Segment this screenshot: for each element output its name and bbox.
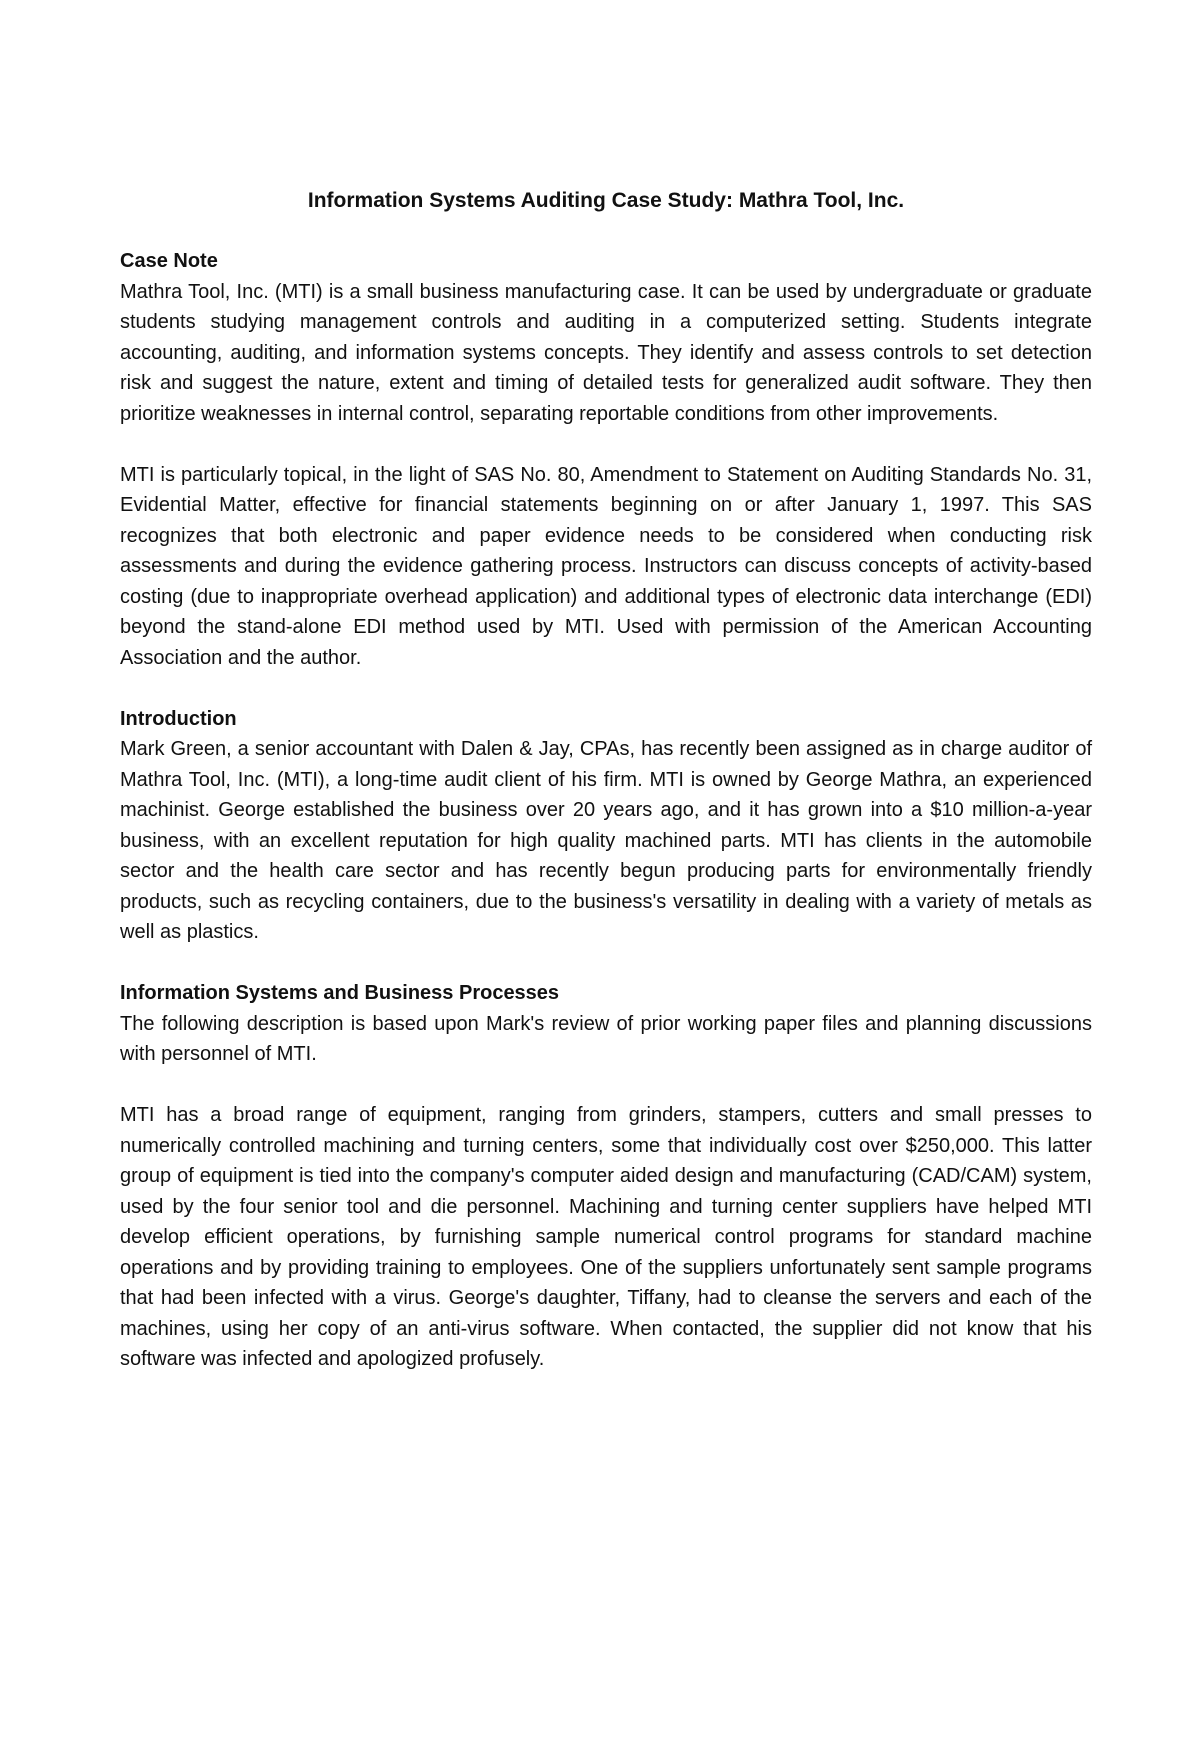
- section-introduction: [120, 704, 1092, 948]
- section-case-note: [120, 246, 1092, 673]
- paragraph: Mark Green, a senior accountant with Dalen & Jay, CPAs, has recently been assigned as in charge auditor of Mathra Tool, Inc. (MTI), a long-time audit client of his firm. MTI is owned by George Mathra, an experienced machinist. George established the business over 20 years ago, and it has grown into a $10 million-a-year business, with an excellent reputation for high quality machined parts. MTI has clients in the automobile sector and the health care sector and has recently begun producing parts for environmentally friendly products, such as recycling containers, due to the business's versatility in dealing with a variety of metals as well as plastics.: [120, 738, 1092, 943]
- section-information-systems: [120, 978, 1092, 1375]
- paragraph: The following description is based upon Mark's review of prior working paper files and planning discussions with personnel of MTI.: [120, 1012, 1092, 1065]
- section-heading: Introduction: [120, 707, 237, 730]
- section-heading: Case Note: [120, 250, 218, 272]
- document-title: Information Systems Auditing Case Study: Mathra Tool, Inc.: [307, 189, 905, 212]
- paragraph: MTI is particularly topical, in the light of SAS No. 80, Amendment to Statement on Auditing Standards No. 31, Evidential Matter, effective for financial statements beginning on or after January 1, 1997. This SAS recognizes that both electronic and paper evidence needs to be considered when conducting risk assessments and during the evidence gathering process. Instructors can discuss concepts of activity-based costing (due to inappropriate overhead application) and additional types of electronic data interchange (EDI) beyond the stand-alone EDI method used by MTI. Used with permission of the American Accounting Association and the author.: [120, 463, 1092, 669]
- paragraph: Mathra Tool, Inc. (MTI) is a small business manufacturing case. It can be used by undergraduate or graduate students studying management controls and auditing in a computerized setting. Students integrate accounting, auditing, and information systems concepts. They identify and assess controls to set detection risk and suggest the nature, extent and timing of detailed tests for generalized audit software. They then prioritize weaknesses in internal control, separating reportable conditions from other improvements.: [120, 280, 1092, 425]
- document-body: [120, 186, 1092, 1405]
- section-heading: Information Systems and Business Processes: [120, 982, 560, 1004]
- paragraph: MTI has a broad range of equipment, ranging from grinders, stampers, cutters and small presses to numerically controlled machining and turning centers, some that individually cost over $250,000. This latter group of equipment is tied into the company's computer aided design and manufacturing (CAD/CAM) system, used by the four senior tool and die personnel. Machining and turning center suppliers have helped MTI develop efficient operations, by furnishing sample numerical control programs for standard machine operations and by providing training to employees. One of the suppliers unfortunately sent sample programs that had been infected with a virus. George's daughter, Tiffany, had to cleanse the servers and each of the machines, using her copy of an anti-virus software. When contacted, the supplier did not know that his software was infected and apologized profusely.: [120, 1104, 1092, 1370]
